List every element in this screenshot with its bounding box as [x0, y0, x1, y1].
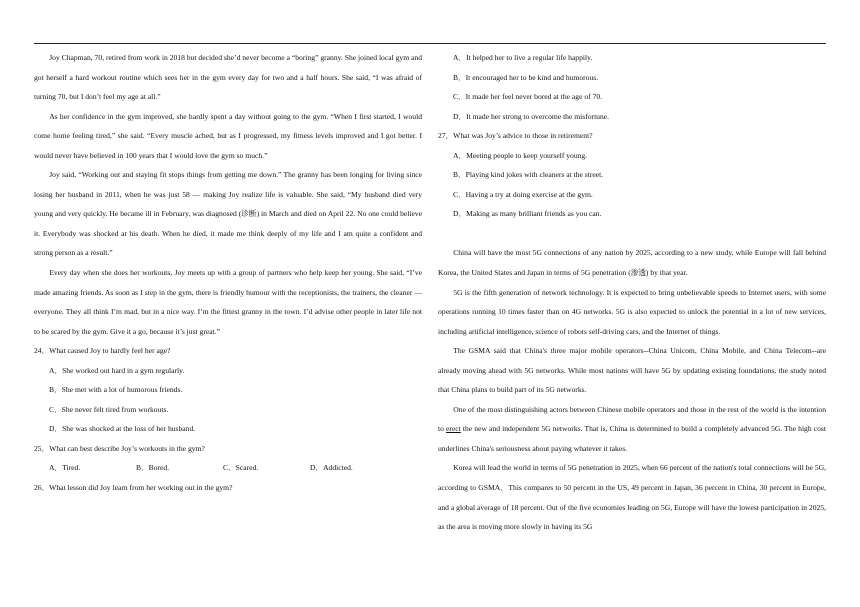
right-column [438, 48, 826, 537]
passage-a-paragraph-1: Joy Chapman, 70, retired from work in 2018 but decided she’d never become a “boring” granny. She joined local gym and got herself a hard workout routine which sees her in the gym every day for two and a half hours. She said, “I was afraid of turning 70, but I don’t feel my age at all.” [34, 53, 422, 102]
paragraph-text-after: the new and independent 5G networks. That is, China is determined to build a completely advanced 5G. The high cost underlines China's seriousness about paying whatever it takes. [438, 424, 826, 453]
question-stem: 24．What caused Joy to hardly feel her age? [34, 346, 171, 356]
question-24 [34, 341, 422, 439]
option-b: B．It encouraged her to be kind and humorous. [453, 72, 599, 82]
option-d: D．She was shocked at the loss of her husband. [49, 424, 196, 434]
passage-a-paragraph-4: Every day when she does her workouts, Joy meets up with a group of partners who help keep her young. She said, “I’ve made amazing friends. As soon as I step in the gym, there is friendly humour with the receptionists, the trainers, the cleaner — everyone. They all think I’m mad, but in a nice way. I’m the fittest granny in the town. I’d advise other people in later life not to be scared by the gym. Give it a go, because it’s just great.” [34, 268, 422, 336]
option-a: A．It helped her to live a regular life happily. [453, 53, 593, 62]
header-rule [34, 43, 826, 44]
passage-b-paragraph-2: 5G is the fifth generation of network technology. It is expected to bring unbelievable speeds to Internet users, with some operations running 10 times faster than on 4G networks. 5G is also expected to unlock the potential in a lot of new services, including artificial intelligence, science of robots self-driving cars, and the Internet of things. [438, 287, 826, 336]
option-d: D．It made her strong to overcome the misfortune. [453, 111, 610, 121]
paragraph-text-before: One of the most distinguishing actors between Chinese mobile operators and those in the rest of the world is the intention to [438, 404, 826, 434]
option-c: C．It made her feel never bored at the age of 70. [453, 92, 603, 102]
left-column [34, 48, 422, 498]
passage-b-paragraph-1: China will have the most 5G connections of any nation by 2025, according to a new study, while Europe will fall behind Korea, the United States and Japan in terms of 5G penetration (渗透) by that year. [438, 248, 826, 278]
option-a: A．She worked out hard in a gym regularly. [49, 365, 185, 375]
option-b: B．She met with a lot of humorous friends. [49, 385, 183, 395]
passage-a-paragraph-2: As her confidence in the gym improved, she hardly spent a day without going to the gym. “When I first started, I would come home feeling tired,” she said. “Every muscle ached, but as I progressed, my fitness levels improved and I got better. I would never have believed in 100 years that I would love the gym so much.” [34, 111, 422, 160]
passage-a-paragraph-3: Joy said, “Working out and staying fit stops things from getting me down.” The granny has been longing for living since losing her husband in 2011, when he was just 58 — making Joy realize life is valuable. She said, “My husband died very young and very quickly. He became ill in February, was diagnosed (诊断) in March and died on April 22. No one could believe it. Everybody was shocked at his death. When he died, it made me think deeply of my life and I am quite a confident and strong person as a result.” [34, 170, 422, 258]
option-c: C．She never felt tired from workouts. [49, 404, 169, 414]
option-c: C．Scared. [223, 463, 259, 473]
question-stem: 25．What can best describe Joy’s workouts in the gym? [34, 443, 205, 453]
question-25 [34, 439, 422, 478]
passage-b-paragraph-5: Korea will lead the world in terms of 5G penetration in 2025, when 66 percent of the nation's total connections will be 5G, according to GSMA．This compares to 50 percent in the US, 49 percent in Japan, 36 percent in China, 30 percent in Europe, and a global average of 18 percent. Out of the five economies leading on 5G, Europe will have the lowest participation in 2025, as the area is moving more slowly in having its 5G [438, 463, 826, 532]
question-26-stem: 26．What lesson did Joy learn from her working out in the gym? [34, 483, 233, 493]
underlined-word-erect: erect [446, 424, 461, 434]
question-27 [438, 126, 826, 224]
question-stem: 27．What was Joy’s advice to those in retirement? [438, 131, 593, 141]
section-gap [438, 224, 826, 244]
passage-b-paragraph-3: The GSMA said that China's three major mobile operators--China Unicom, China Mobile, and China Telecom--are already moving ahead with 5G networks. While most nations will have 5G by updating existing foundations, the study noted that China plans to build part of its 5G networks. [438, 346, 826, 395]
passage-b-paragraph-4 [438, 400, 826, 459]
option-b: B．Playing kind jokes with cleaners at the street. [453, 170, 604, 180]
question-26-options [438, 48, 826, 126]
option-d: D．Addicted. [310, 463, 353, 473]
option-a: A．Tired. [49, 463, 81, 473]
options-row [34, 458, 422, 478]
option-a: A．Meeting people to keep yourself young. [453, 150, 588, 160]
option-c: C．Having a try at doing exercise at the gym. [453, 189, 593, 199]
option-b: B．Bored. [136, 463, 170, 473]
option-d: D．Making as many brilliant friends as you can. [453, 209, 602, 219]
